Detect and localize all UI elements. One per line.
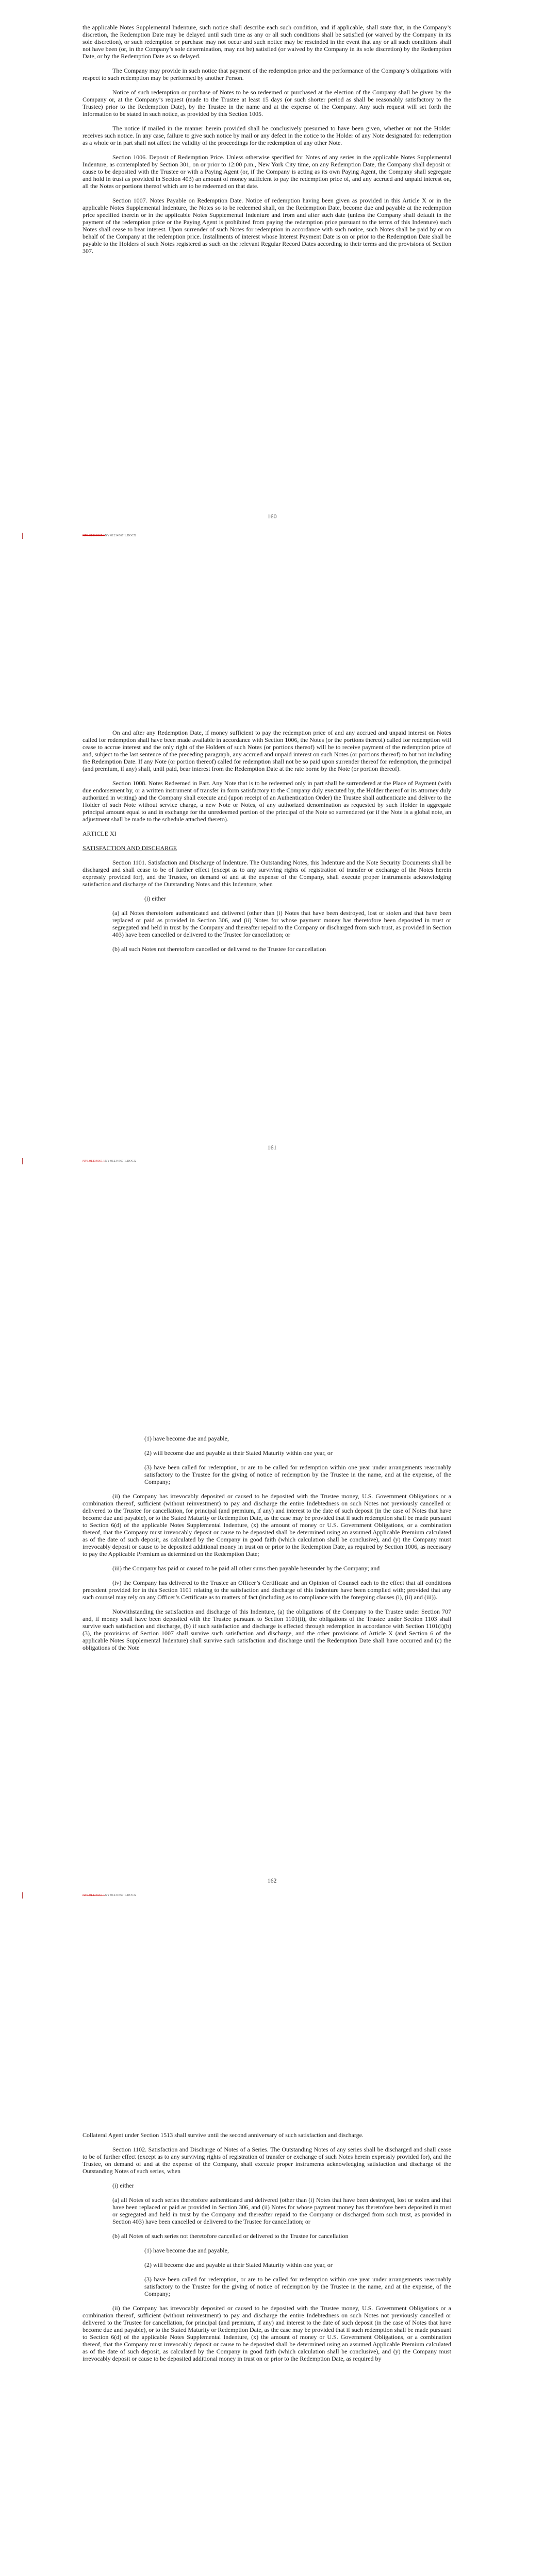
footer-struck-id: NYI.01234567.1 xyxy=(83,1894,105,1897)
clause-iv: (iv) the Company has delivered to the Trustee an Officer’s Certificate and an Opinion of Counsel each to the effect that all conditions precedent provided for in this Section 1101 relating to the satisfaction and discharge of this Indenture have been complied with; provided that any such counsel may rely on any Officer’s Certificate as to matters of fact (including as to compliance with the foregoing clauses (i), (ii) and (iii)). xyxy=(83,1579,451,1601)
paragraph: Notwithstanding the satisfaction and discharge of this Indenture, (a) the obligations of the Company to the Trustee under Section 707 and, if money shall have been deposited with the Trustee pursuant to Section 1101(ii), the obligations of the Trustee under Section 1103 shall survive such satisfaction and discharge, (b) if such satisfaction and discharge is effected through redemption in accordance with Section 1101(i)(b)(3), the provisions of Section 1007 shall survive such satisfaction and discharge, and the other provisions of Article X (and Section 6 of the applicable Notes Supplemental Indenture) shall survive such satisfaction and discharge until the Redemption Date shall have occurred and (c) the obligations of the Note xyxy=(83,1608,451,1651)
page-number: 162 xyxy=(267,1877,277,1884)
section-1008-paragraph: Section 1008. Notes Redeemed in Part. Any Note that is to be redeemed only in part shall be surrendered at the Place of Payment (with due endorsement by, or a written instrument of transfer in form satisfactory to the Company duly executed by, the Holder thereof or its attorney duly authorized in writing) and the Company shall execute and (upon receipt of an Authentication Order) the Trustee shall authenticate and deliver to the Holder of such Note without service charge, a new Note or Notes, of any authorized denomination as requested by such Holder in aggregate principal amount equal to and in exchange for the unredeemed portion of the principal of the Note so surrendered (or if the Note is a global note, an adjustment shall be made to the schedule attached thereto). xyxy=(83,779,451,823)
clause-a: (a) all Notes of such series theretofore authenticated and delivered (other than (i) Notes that have been destroyed, lost or stolen and that have been replaced or paid as provided in Section 306, and (ii) Notes for whose payment money has theretofore been deposited in trust or segregated and held in trust by the Company and thereafter repaid to the Company or discharged from such trust, as provided in Section 403) have been cancelled or delivered to the Trustee for cancellation; or xyxy=(112,2196,451,2225)
page-body xyxy=(83,729,451,960)
clause-a: (a) all Notes theretofore authenticated and delivered (other than (i) Notes that have been destroyed, lost or stolen and that have been replaced or paid as provided in Section 306, and (ii) Notes for whose payment money has theretofore been deposited in trust or segregated and held in trust by the Company and thereafter repaid to the Company or discharged from such trust, as provided in Section 403) have been cancelled or delivered to the Trustee for cancellation; or xyxy=(112,909,451,938)
footer-doc-id: NY 01234567.1.DOCX xyxy=(105,534,137,537)
section-1007-paragraph: Section 1007. Notes Payable on Redemption Date. Notice of redemption having been given as provided in this Article X or in the applicable Notes Supplemental Indenture, the Notes so to be redeemed shall, on the Redemption Date, become due and payable at the redemption price specified therein or in the applicable Notes Supplemental Indenture and from and after such date (unless the Company shall default in the payment of the redemption price or the Paying Agent is prohibited from paying the redemption price pursuant to the terms of this Indenture) such Notes shall cease to bear interest. Upon surrender of such Notes for redemption in accordance with such notice, such Notes shall be paid by or on behalf of the Company at the redemption price. Installments of interest whose Interest Payment Date is on or prior to the Redemption Date shall be payable to the Holders of such Notes registered as such on the relevant Regular Record Dates according to their terms and the provisions of Section 307. xyxy=(83,197,451,255)
paragraph: Notice of such redemption or purchase of Notes to be so redeemed or purchased at the election of the Company shall be given by the Company or, at the Company’s request (made to the Trustee at least 15 days (or such shorter period as shall be reasonably satisfactory to the Trustee) prior to the Redemption Date), by the Trustee in the name and at the expense of the Company. Any such request will set forth the information to be stated in such notice, as provided by this Section 1005. xyxy=(83,89,451,117)
document-footer xyxy=(83,534,136,537)
change-bar xyxy=(22,533,23,539)
section-1102-paragraph: Section 1102. Satisfaction and Discharge of Notes of a Series. The Outstanding Notes of any series shall be discharged and shall cease to be of further effect (except as to any surviving rights of registration of transfer or exchange of such Notes herein expressly provided for), and the Trustee, on demand of and at the expense of the Company, shall execute proper instruments acknowledging satisfaction and discharge of the Outstanding Notes of such series, when xyxy=(83,2146,451,2175)
change-bar xyxy=(22,1892,23,1899)
clause-1: (1) have become due and payable, xyxy=(144,1435,229,1442)
clause-3: (3) have been called for redemption, or are to be called for redemption within one year under arrangements reasonably satisfactory to the Trustee for the giving of notice of redemption by the Trustee in the name, and at the expense, of the Company; xyxy=(144,2276,451,2297)
page-body xyxy=(83,2131,451,2369)
clause-iii: (iii) the Company has paid or caused to be paid all other sums then payable hereunder by the Company; and xyxy=(112,1565,380,1572)
page-163 xyxy=(0,2110,544,2576)
clause-i: (i) either xyxy=(144,895,166,902)
footer-doc-id: NY 01234567.1.DOCX xyxy=(105,1894,137,1897)
footer-struck-id: NYI.01234567.1 xyxy=(83,1160,105,1163)
footer-struck-id: NYI.01234567.1 xyxy=(83,534,105,537)
paragraph: On and after any Redemption Date, if money sufficient to pay the redemption price of and any accrued and unpaid interest on Notes called for redemption shall have been made available in accordance with Section 1006, the Notes (or the portions thereof) called for redemption will cease to accrue interest and the only right of the Holders of such Notes (or portions thereof) will be to receive payment of the redemption price of and, subject to the last sentence of the preceding paragraph, any accrued and unpaid interest on such Notes (or portions thereof) to but not including the Redemption Date. If any Note (or portion thereof) called for redemption shall not be so paid upon surrender thereof for redemption, the principal (and premium, if any) shall, until paid, bear interest from the Redemption Date at the rate borne by the Note (or portion thereof). xyxy=(83,729,451,772)
clause-ii: (ii) the Company has irrevocably deposited or caused to be deposited with the Trustee money, U.S. Government Obligations or a combination thereof, sufficient (without reinvestment) to pay and discharge the entire Indebtedness on such Notes not previously cancelled or delivered to the Trustee for cancellation, for principal (and premium, if any) and interest to the date of such deposit (in the case of Notes that have become due and payable), or to the Stated Maturity or Redemption Date, as the case may be provided that if such redemption shall be made pursuant to Section 6(d) of the applicable Notes Supplemental Indenture, (x) the amount of money or U.S. Government Obligations, or a combination thereof, that the Company must irrevocably deposit or cause to be deposited shall be determined using an assumed Applicable Premium calculated as of the date of such deposit, as calculated by the Company in good faith (which calculation shall be conclusive), and (y) the Company must irrevocably deposit or cause to be deposited additional money in trust on or prior to the Redemption Date, as required by Section 1006, as necessary to pay the Applicable Premium as determined on the Redemption Date; xyxy=(83,1493,451,1557)
clause-3: (3) have been called for redemption, or are to be called for redemption within one year under arrangements reasonably satisfactory to the Trustee for the giving of notice of redemption by the Trustee in the name, and at the expense, of the Company; xyxy=(144,1464,451,1485)
clause-ii: (ii) the Company has irrevocably deposited or caused to be deposited with the Trustee money, U.S. Government Obligations or a combination thereof, sufficient (without reinvestment) to pay and discharge the entire Indebtedness on such Notes not previously cancelled or delivered to the Trustee for cancellation, for principal (and premium, if any) and interest to the date of such deposit (in the case of Notes that have become due and payable), or to the Stated Maturity or Redemption Date, as the case may be provided that if such redemption shall be made pursuant to Section 6(d) of the applicable Notes Supplemental Indenture, (x) the amount of money or U.S. Government Obligations, or a combination thereof, that the Company must irrevocably deposit or cause to be deposited shall be determined using an assumed Applicable Premium calculated as of the date of such deposit, as calculated by the Company in good faith (which calculation shall be conclusive), and (y) the Company must irrevocably deposit or cause to be deposited additional money in trust on or prior to the Redemption Date, as required by xyxy=(83,2304,451,2362)
page-body xyxy=(83,1435,451,1658)
article-title: SATISFACTION AND DISCHARGE xyxy=(83,844,177,852)
change-bar xyxy=(22,1158,23,1164)
page-161 xyxy=(0,703,544,1406)
article-heading: ARTICLE XI xyxy=(83,830,117,837)
document-footer xyxy=(83,1160,136,1163)
paragraph: the applicable Notes Supplemental Indenture, such notice shall describe each such condition, and if applicable, shall state that, in the Company’s discretion, the Redemption Date may be delayed until such time as any or all such conditions shall be satisfied (or waived by the Company in its sole discretion), or such redemption or purchase may not occur and such notice may be rescinded in the event that any or all such conditions shall not have been (or, in the Company’s sole determination, may not be) satisfied (or waived by the Company in its sole discretion) by the Redemption Date, or by the Redemption Date as so delayed. xyxy=(83,24,451,60)
document-footer xyxy=(83,1894,136,1897)
page-162 xyxy=(0,1406,544,2110)
page-number: 160 xyxy=(267,513,277,520)
clause-b: (b) all Notes of such series not theretofore cancelled or delivered to the Trustee for cancellation xyxy=(112,2232,349,2240)
page-number: 161 xyxy=(267,1144,277,1151)
clause-2: (2) will become due and payable at their Stated Maturity within one year, or xyxy=(144,2261,333,2268)
clause-1: (1) have become due and payable, xyxy=(144,2247,229,2254)
clause-b: (b) all such Notes not theretofore cancelled or delivered to the Trustee for cancellation xyxy=(112,945,326,953)
clause-i: (i) either xyxy=(112,2182,134,2189)
page-body xyxy=(83,24,451,262)
section-1006-paragraph: Section 1006. Deposit of Redemption Price. Unless otherwise specified for Notes of any series in the applicable Notes Supplemental Indenture, as contemplated by Section 301, on or prior to 12:00 p.m., New York City time, on any Redemption Date, the Company shall deposit or cause to be deposited with the Trustee or with a Paying Agent (or, if the Company is acting as its own Paying Agent, the Company shall segregate and hold in trust as provided in Section 403) an amount of money sufficient to pay the redemption price of, and any accrued and unpaid interest on, all the Notes or portions thereof which are to be redeemed on that date. xyxy=(83,154,451,190)
paragraph: Collateral Agent under Section 1513 shall survive until the second anniversary of such satisfaction and discharge. xyxy=(83,2131,364,2139)
section-1101-paragraph: Section 1101. Satisfaction and Discharge of Indenture. The Outstanding Notes, this Indenture and the Note Security Documents shall be discharged and shall cease to be of further effect (except as to any surviving rights of registration of transfer or exchange of the Notes herein expressly provided for), and the Trustee, on demand of and at the expense of the Company, shall execute proper instruments acknowledging satisfaction and discharge of the Outstanding Notes and this Indenture, when xyxy=(83,859,451,888)
paragraph: The Company may provide in such notice that payment of the redemption price and the performance of the Company’s obligations with respect to such redemption may be performed by another Person. xyxy=(83,67,451,81)
paragraph: The notice if mailed in the manner herein provided shall be conclusively presumed to have been given, whether or not the Holder receives such notice. In any case, failure to give such notice by mail or any defect in the notice to the Holder of any Note designated for redemption as a whole or in part shall not affect the validity of the proceedings for the redemption of any other Note. xyxy=(83,125,451,146)
footer-doc-id: NY 01234567.1.DOCX xyxy=(105,1160,137,1163)
page-160 xyxy=(0,0,544,703)
clause-2: (2) will become due and payable at their Stated Maturity within one year, or xyxy=(144,1449,333,1456)
